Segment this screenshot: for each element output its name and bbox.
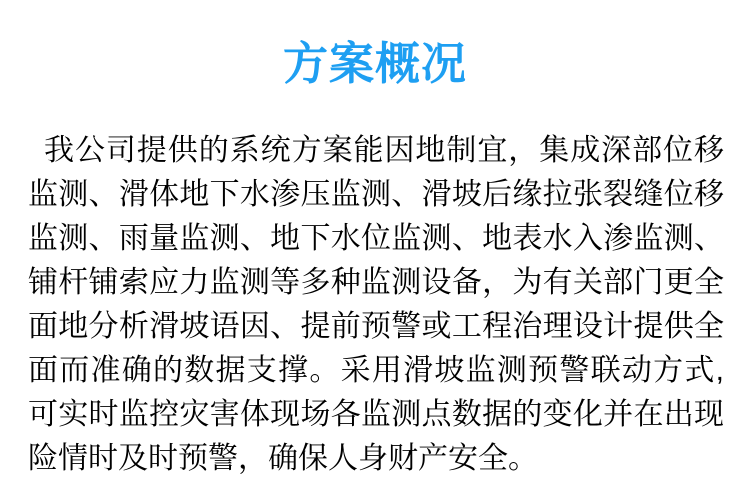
paragraph-line: 面地分析滑坡语因、提前预警或工程治理设计提供全	[28, 310, 724, 343]
paragraph-line: 监测、滑体地下水渗压监测、滑坡后缘拉张裂缝位移	[28, 178, 724, 211]
paragraph-line: 面而准确的数据支撑。采用滑坡监测预警联动方式,	[28, 354, 724, 387]
paragraph-line: 险情时及时预警，确保人身财产安全。	[28, 442, 538, 475]
paragraph-line: 铺杆铺索应力监测等多种监测设备，为有关部门更全	[28, 266, 724, 299]
overview-paragraph	[0, 129, 750, 481]
page-title: 方案概况	[282, 38, 467, 89]
paragraph-line: 监测、雨量监测、地下水位监测、地表水入渗监测、	[28, 222, 724, 255]
paragraph-line: 我公司提供的系统方案能因地制宜，集成深部位移	[44, 134, 724, 167]
paragraph-line: 可实时监控灾害体现场各监测点数据的变化并在出现	[28, 398, 724, 431]
